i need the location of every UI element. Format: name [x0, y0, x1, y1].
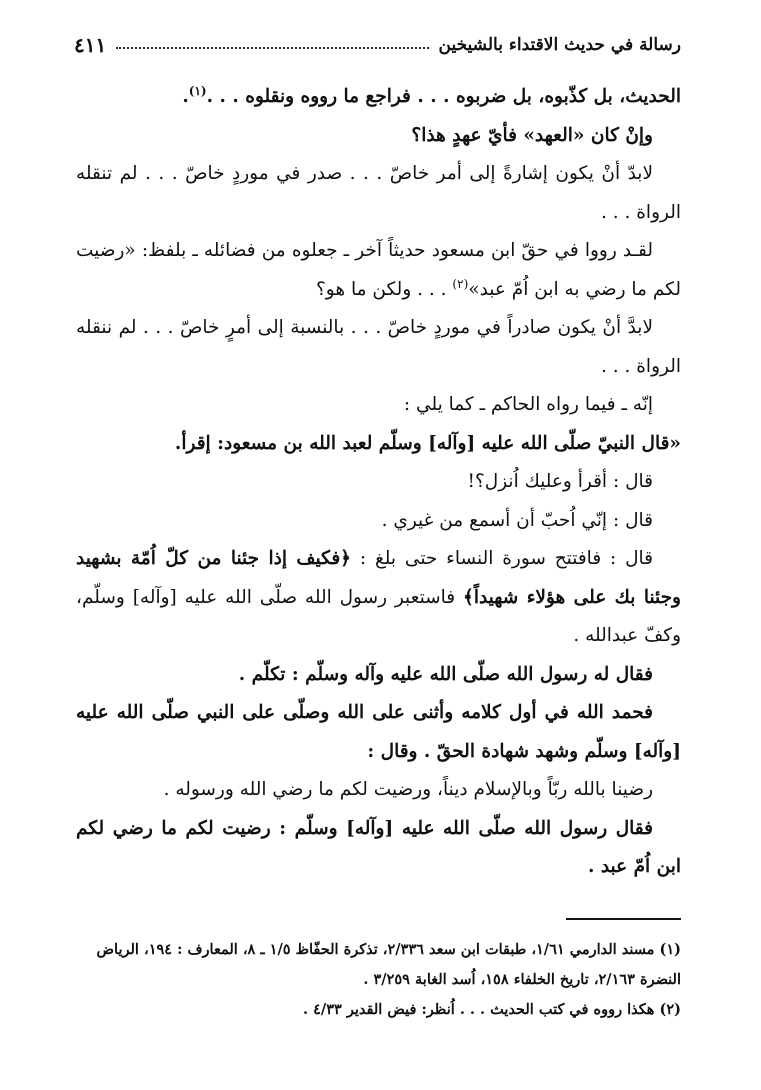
footnote-ref-2: (٢) [452, 276, 469, 291]
paragraph-6: إنّه ـ فيما رواه الحاكم ـ كما يلي : [403, 394, 653, 415]
paragraph-13: رضينا بالله ربّاً وبالإسلام ديناً، ورضيت لكم ما رضي الله ورسوله . [163, 779, 653, 800]
footnote-1: (١) مسند الدارمي ١/٦١، طبقات ابن سعد ٢/٣٣٦، تذكرة الحفّاظ ١/٥ ـ ٨، المعارف : ١٩٤، الرياض النضرة ٢/١٦٣، تاريخ الخلفاء ١٥٨، اُسد الغابة ٣/٢٥٩ . [96, 941, 681, 988]
running-title: رسالة في حديث الاقتداء بالشيخين [438, 35, 681, 55]
header-dot-leader [116, 47, 428, 49]
main-text [76, 78, 681, 887]
paragraph-5: لابدَّ أنْ يكون صادراً في موردٍ خاصّ . . . بالنسبة إلى أمرٍ خاصّ . . . لم ننقله الرواة . . . [76, 317, 681, 377]
paragraph-1: الحديث، بل كذّبوه، بل ضربوه . . . فراجع ما رووه ونقلوه . . .$^{(١)}$. [182, 83, 681, 107]
footnote-separator [566, 918, 681, 920]
paragraph-3: لابدّ أنْ يكون إشارةً إلى أمر خاصّ . . . صدر في موردٍ خاصّ . . . لم تنقله الرواة . . . [76, 163, 681, 223]
paragraph-14: فقال رسول الله صلّى الله عليه [وآله] وسلّم : رضيت لكم ما رضي لكم ابن اُمّ عبد . [76, 817, 681, 877]
footnote-2: (٢) هكذا رووه في كتب الحديث . . . اُنظر: فيض القدير ٤/٣٣ . [303, 1001, 681, 1018]
paragraph-10-text-b: فاستعبر رسول الله صلّى الله عليه [وآله] وسلّم، وكفّ عبدالله . [76, 586, 681, 646]
running-header [74, 30, 681, 60]
paragraph-2: وإنْ كان «العهد» فأيّ عهدٍ هذا؟ [411, 124, 653, 146]
paragraph-12: فحمد الله في أول كلامه وأثنى على الله وصلّى على النبي صلّى الله عليه [وآله] وسلّم وشهد شهادة الحقّ . وقال : [76, 702, 681, 762]
footnotes [76, 935, 681, 1025]
footnote-ref-1: (١) [188, 83, 207, 98]
paragraph-4-text-b: . . . ولكن ما هو؟ [315, 278, 453, 300]
paragraph-4-text-a: لقـد رووا في حقّ ابن مسعود حديثاً آخر ـ جعلوه من فضائله ـ بلفظ: «رضيت لكم ما رضي به ابن اُمّ عبد» [76, 240, 681, 300]
paragraph-8: قال : أقرأ وعليك اُنزل؟! [467, 471, 653, 492]
paragraph-1-text: الحديث، بل كذّبوه، بل ضربوه . . . فراجع ما رووه ونقلوه . . . [206, 86, 681, 107]
paragraph-4 [76, 232, 681, 309]
paragraph-11: فقال له رسول الله صلّى الله عليه وآله وسلّم : تكلّم . [238, 663, 653, 685]
paragraph-10-text-a: قال : فافتتح سورة النساء حتى بلغ : [351, 548, 653, 569]
paragraph-9: قال : إنّي اُحبّ أن أسمع من غيري . [381, 509, 653, 531]
quran-verse: ﴿فكيف إذا جئنا من كلّ اُمّة بشهيد وجئنا بك على هؤلاء شهيداً﴾ [76, 548, 681, 608]
paragraph-10 [76, 540, 681, 656]
page-number: ٤١١ [74, 33, 107, 57]
paragraph-7: «قال النبيّ صلّى الله عليه [وآله] وسلّم لعبد الله بن مسعود: إقرأ. [174, 432, 681, 454]
